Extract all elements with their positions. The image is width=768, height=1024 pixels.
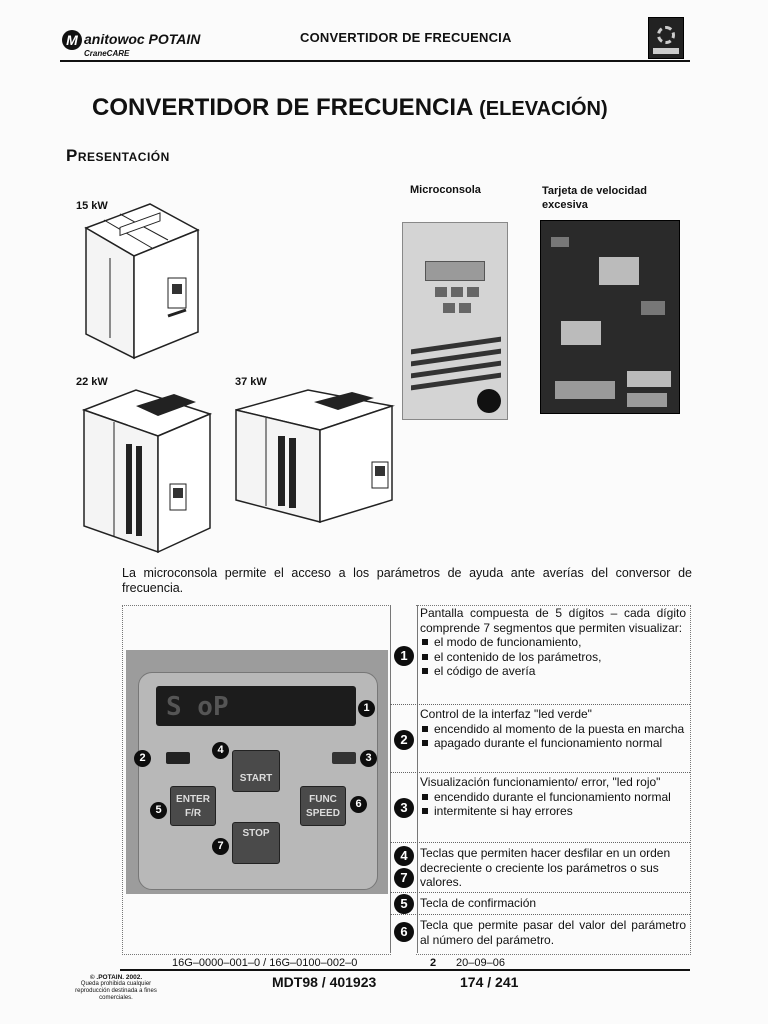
label-tarjeta: Tarjeta de velocidad excesiva xyxy=(542,185,647,211)
converter-15kw-illustration xyxy=(80,198,202,364)
legend-item-5: Tecla de confirmación xyxy=(420,896,537,910)
header-divider xyxy=(60,60,690,62)
legend-item-3-bullet: intermitente si hay errores xyxy=(420,804,686,819)
legend-item-6: Tecla que permite pasar del valor del parámetro al número del parámetro. xyxy=(420,918,686,947)
legend-item-3-text: Visualización funcionamiento/ error, "led rojo" xyxy=(420,775,661,789)
header-title: CONVERTIDOR DE FRECUENCIA xyxy=(300,30,512,45)
legend-badge-1: 1 xyxy=(394,646,414,666)
legend-divider xyxy=(390,704,690,705)
copyright-note: Queda prohibida cualquier reproducción destinada a fines comerciales. xyxy=(75,981,157,1001)
legend-badge-2: 2 xyxy=(394,730,414,750)
label-15kw: 15 kW xyxy=(76,200,108,212)
enter-key[interactable]: ENTER F/R xyxy=(170,786,216,826)
legend-item-1-text: Pantalla compuesta de 5 dígitos – cada dígito comprende 7 segmentos que permiten visualizar: xyxy=(420,606,686,635)
legend-item-2 xyxy=(420,707,686,751)
legend-badge-4: 4 xyxy=(394,846,414,866)
legend-divider xyxy=(390,892,690,893)
footer-refs-line xyxy=(172,957,512,969)
callout-6: 6 xyxy=(350,796,367,813)
manitowoc-potain-logo xyxy=(62,28,252,62)
legend-item-4-7: Teclas que permiten hacer desfilar en un orden decreciente o creciente los parámetros o sus valores. xyxy=(420,846,671,889)
func-key[interactable]: FUNC SPEED xyxy=(300,786,346,826)
legend-item-2-bullet: encendido al momento de la puesta en marcha xyxy=(420,722,686,737)
console-display xyxy=(156,686,356,726)
legend-divider xyxy=(390,772,690,773)
red-led xyxy=(332,752,356,764)
page-title xyxy=(92,94,608,122)
callout-2: 2 xyxy=(134,750,151,767)
crane-care-badge-icon xyxy=(648,17,684,59)
legend-divider xyxy=(390,914,690,915)
legend-item-1-bullet: el código de avería xyxy=(420,664,686,679)
legend-badge-5: 5 xyxy=(394,894,414,914)
label-37kw: 37 kW xyxy=(235,376,267,388)
console-keypad-photo xyxy=(126,650,388,894)
legend-item-3-bullet: encendido durante el funcionamiento normal xyxy=(420,790,686,805)
microconsola-screen xyxy=(425,261,485,281)
legend-badge-7: 7 xyxy=(394,868,414,888)
display-digits: S oP xyxy=(166,692,229,722)
legend-badge-3: 3 xyxy=(394,798,414,818)
logo-subtitle: CraneCARE xyxy=(84,49,130,58)
microconsola-photo xyxy=(402,222,508,420)
footer-divider xyxy=(120,969,690,971)
potain-logo-icon xyxy=(477,389,501,413)
label-22kw: 22 kW xyxy=(76,376,108,388)
footer-copyright xyxy=(66,974,166,1002)
page-title-suffix: (ELEVACIÓN) xyxy=(479,98,608,120)
footer-document-code: MDT98 / 401923 xyxy=(272,974,377,990)
copyright-line: © .POTAIN. 2002. xyxy=(89,974,143,981)
stop-down-key[interactable]: STOP xyxy=(232,822,280,864)
footer-date: 20–09–06 xyxy=(456,957,505,969)
legend-item-1-bullet: el modo de funcionamiento, xyxy=(420,635,686,650)
label-microconsola: Microconsola xyxy=(410,184,481,196)
green-led xyxy=(166,752,190,764)
footer-revision: 2 xyxy=(430,957,437,969)
legend-item-1 xyxy=(420,606,686,679)
legend-item-2-text: Control de la interfaz "led verde" xyxy=(420,707,592,721)
legend-item-3 xyxy=(420,775,686,819)
legend-item-2-bullet: apagado durante el funcionamiento normal xyxy=(420,736,686,751)
callout-4: 4 xyxy=(212,742,229,759)
start-up-key[interactable]: START xyxy=(232,750,280,792)
legend-item-1-bullet: el contenido de los parámetros, xyxy=(420,650,686,665)
converter-37kw-illustration xyxy=(234,388,396,526)
converter-22kw-illustration xyxy=(80,388,214,554)
manitowoc-m-icon: M xyxy=(62,30,82,50)
callout-3: 3 xyxy=(360,750,377,767)
callout-5: 5 xyxy=(150,802,167,819)
intro-paragraph: La microconsola permite el acceso a los parámetros de ayuda ante averías del conversor de frecuencia. xyxy=(122,566,692,595)
callout-7: 7 xyxy=(212,838,229,855)
tarjeta-velocidad-photo xyxy=(540,220,680,414)
page-title-main: CONVERTIDOR DE FRECUENCIA xyxy=(92,94,473,121)
logo-brand: anitowoc POTAIN xyxy=(84,31,201,47)
footer-page-number: 174 / 241 xyxy=(460,974,519,990)
footer-refs: 16G–0000–001–0 / 16G–0100–002–0 xyxy=(172,957,358,969)
legend-badge-6: 6 xyxy=(394,922,414,942)
callout-1: 1 xyxy=(358,700,375,717)
section-title: Presentación xyxy=(66,146,170,165)
legend-divider xyxy=(390,842,690,843)
